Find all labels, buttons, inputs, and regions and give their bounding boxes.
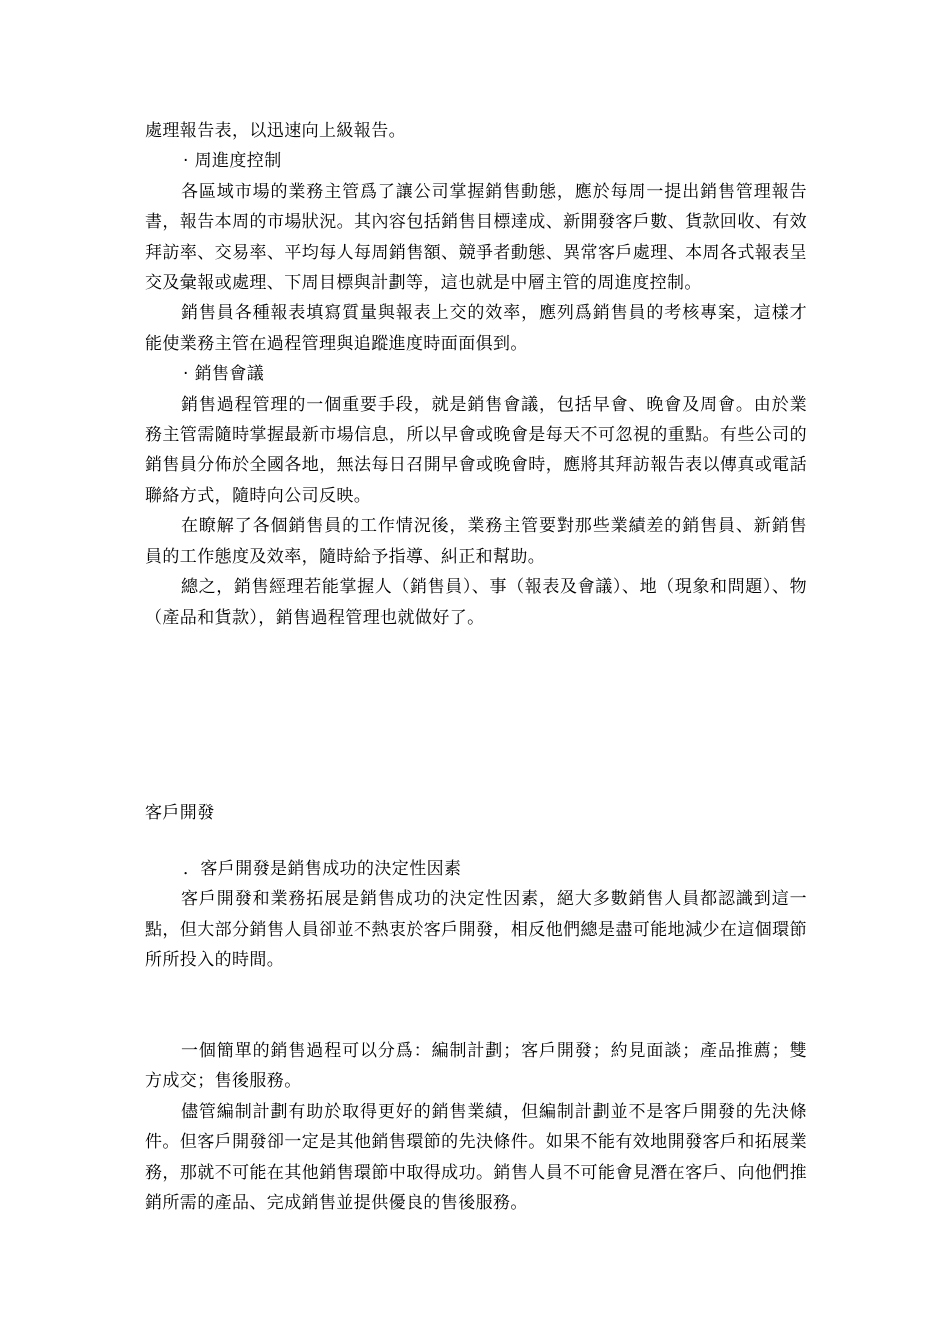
paragraph-weekly-report: 各區域市場的業務主管爲了讓公司掌握銷售動態，應於每周一提出銷售管理報告書，報告本周的市場狀況。其內容包括銷售目標達成、新開發客戶數、貨款回收、有效拜訪率、交易率、平均每人每周銷售額、競爭者動態、異常客戶處理、本周各式報表呈交及彙報或處理、下周目標與計劃等，這也就是中層主管的周進度控制。 (145, 181, 807, 294)
section-customer-development-heading (145, 798, 807, 828)
section-sales-steps (145, 1036, 807, 1218)
paragraph-customer-development: 客戶開發和業務拓展是銷售成功的決定性因素，絕大多數銷售人員都認識到這一點，但大部分銷售人員卻並不熱衷於客戶開發，相反他們總是盡可能地減少在這個環節所所投入的時間。 (145, 889, 807, 971)
paragraph-report-quality: 銷售員各種報表填寫質量與報表上交的效率，應列爲銷售員的考核專案，這樣才能使業務主管在過程管理與追蹤進度時面面俱到。 (145, 303, 807, 354)
paragraph-sales-steps: 一個簡單的銷售過程可以分爲：編制計劃；客戶開發；約見面談；產品推薦；雙方成交；售後服務。 (145, 1041, 807, 1092)
section-customer-development (145, 854, 807, 976)
subheading-decisive-factor: ．客戶開發是銷售成功的決定性因素 (183, 859, 462, 879)
paragraph-guidance: 在瞭解了各個銷售員的工作情況後，業務主管要對那些業績差的銷售員、新銷售員的工作態度及效率，隨時給予指導、糾正和幫助。 (145, 516, 807, 567)
paragraph-sales-meeting: 銷售過程管理的一個重要手段，就是銷售會議，包括早會、晚會及周會。由於業務主管需隨時掌握最新市場信息，所以早會或晚會是每天不可忽視的重點。有些公司的銷售員分佈於全國各地，無法每日召開早會或晚會時，應將其拜訪報告表以傳真或電話聯絡方式，隨時向公司反映。 (145, 394, 807, 506)
paragraph-prerequisite: 儘管編制計劃有助於取得更好的銷售業績，但編制計劃並不是客戶開發的先決條件。但客戶開發卻一定是其他銷售環節的先決條件。如果不能有效地開發客戶和拓展業務，那就不可能在其他銷售環節中取得成功。銷售人員不可能會見潛在客戶、向他們推銷所需的產品、完成銷售並提供優良的售後服務。 (145, 1101, 807, 1214)
bullet-weekly-progress: · 周進度控制 (183, 151, 282, 172)
bullet-sales-meeting: · 銷售會議 (183, 364, 265, 385)
paragraph-summary: 總之，銷售經理若能掌握人（銷售員）、事（報表及會議）、地（現象和問題）、物（產品和貨款），銷售過程管理也就做好了。 (145, 577, 807, 628)
section-sales-process (145, 116, 807, 633)
section-title: 客戶開發 (145, 803, 215, 823)
paragraph-continuation: 處理報告表，以迅速向上級報告。 (145, 121, 406, 141)
